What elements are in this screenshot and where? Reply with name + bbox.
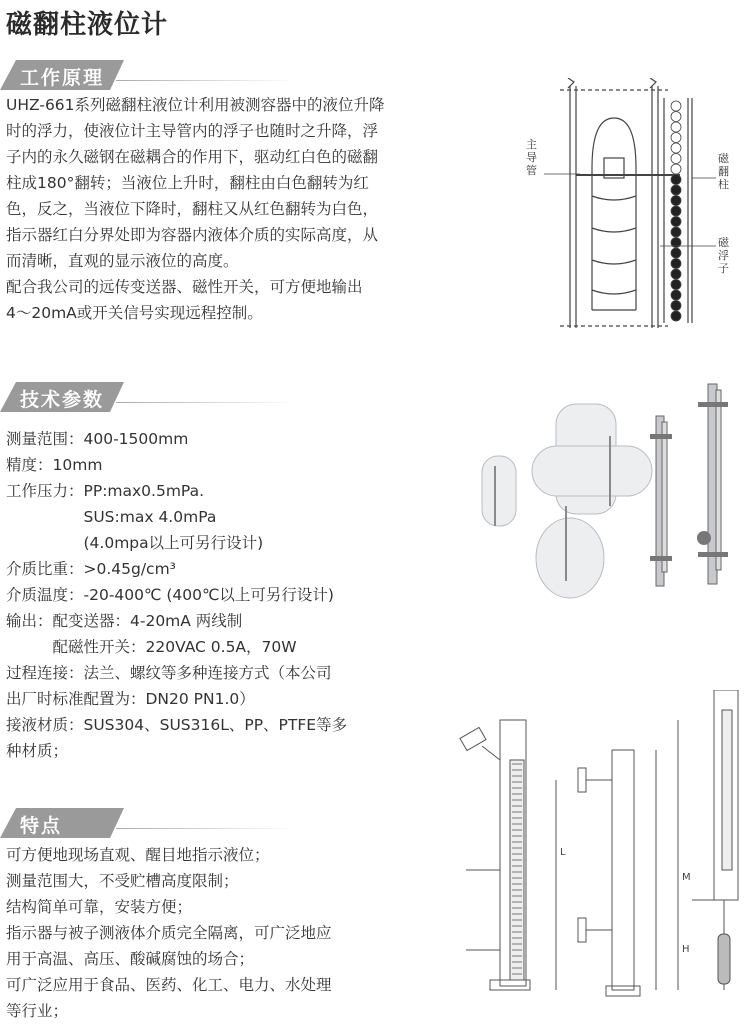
label-float: 磁浮子 <box>718 236 729 275</box>
flip-ball <box>671 206 681 216</box>
feature-line: 等行业； <box>6 1002 69 1020</box>
flip-ball <box>671 175 681 185</box>
spec-row: 测量范围：400-1500mm <box>6 430 189 448</box>
spec-row: SUS:max 4.0mPa <box>6 508 217 526</box>
section-banner-features <box>0 808 300 838</box>
flip-ball <box>671 227 681 237</box>
section-heading: 技术参数 <box>20 389 105 411</box>
flip-ball <box>671 164 681 174</box>
section-banner-specs <box>0 382 300 412</box>
principle-line: 指示器红白分界处即为容器内液体介质的实际高度，从 <box>6 226 379 244</box>
spec-row: 介质温度：-20-400℃ (400℃以上可另行设计) <box>6 586 334 604</box>
flip-ball <box>671 112 681 122</box>
spec-row: 出厂时标准配置为：DN20 PN1.0） <box>6 690 255 708</box>
principle-diagram <box>520 78 748 340</box>
flip-ball <box>671 133 681 143</box>
feature-line: 可广泛应用于食品、医药、化工、电力、水处理 <box>6 976 332 994</box>
principle-line: 时的浮力，使液位计主导管内的浮子也随时之升降，浮 <box>6 122 379 140</box>
feature-line: 用于高温、高压、酸碱腐蚀的场合； <box>6 950 255 968</box>
principle-line: UHZ-661系列磁翻柱液位计利用被测容器中的液位升降 <box>6 96 385 114</box>
feature-line: 可方便地现场直观、醒目地指示液位； <box>6 846 270 864</box>
flip-ball <box>671 269 681 279</box>
label-main-tube: 主导管 <box>526 138 537 177</box>
product-photos <box>470 376 748 606</box>
flip-ball <box>671 248 681 258</box>
flip-ball <box>671 280 681 290</box>
principle-line: 柱成180°翻转；当液位上升时，翻柱由白色翻转为红 <box>6 174 369 192</box>
flip-ball <box>671 101 681 111</box>
feature-line: 结构简单可靠，安装方便； <box>6 898 193 916</box>
spec-row: 配磁性开关：220VAC 0.5A，70W <box>6 638 297 656</box>
spec-row: (4.0mpa以上可另行设计) <box>6 534 264 552</box>
spec-row: 输出：配变送器：4-20mA 两线制 <box>6 612 243 630</box>
dim-label-M: M <box>682 872 691 883</box>
flip-ball <box>671 290 681 300</box>
dim-label-H: H <box>682 944 690 955</box>
feature-line: 指示器与被子测液体介质完全隔离，可广泛地应 <box>6 924 332 942</box>
flip-ball <box>671 154 681 164</box>
flip-ball <box>671 196 681 206</box>
principle-line: 配合我公司的远传变送器、磁性开关，可方便地输出 <box>6 278 363 296</box>
section-heading: 特点 <box>20 815 63 837</box>
principle-line: 色，反之，当液位下降时，翻柱又从红色翻转为白色， <box>6 200 379 218</box>
flip-ball <box>671 185 681 195</box>
principle-text <box>6 92 385 326</box>
dim-label-L: L <box>560 847 566 858</box>
flip-ball <box>671 122 681 132</box>
flip-ball <box>671 143 681 153</box>
principle-line: 4～20mA或开关信号实现远程控制。 <box>6 304 263 322</box>
label-flip-column: 磁翻柱 <box>718 152 729 191</box>
flip-ball <box>671 217 681 227</box>
features-list <box>6 842 332 1024</box>
spec-row: 精度：10mm <box>6 456 103 474</box>
principle-line: 子内的永久磁钢在磁耦合的作用下，驱动红白色的磁翻 <box>6 148 379 166</box>
section-banner-principle <box>0 60 300 90</box>
page-title: 磁翻柱液位计 <box>6 10 169 40</box>
principle-line: 而清晰，直观的显示液位的高度。 <box>6 252 239 270</box>
spec-row: 接液材质：SUS304、SUS316L、PP、PTFE等多 <box>6 716 348 734</box>
flip-ball <box>671 311 681 321</box>
section-heading: 工作原理 <box>20 67 105 89</box>
spec-row: 种材质； <box>6 742 69 760</box>
flip-ball <box>671 259 681 269</box>
spec-row: 工作压力：PP:max0.5mPa. <box>6 482 205 500</box>
flip-ball <box>671 301 681 311</box>
feature-line: 测量范围大，不受贮槽高度限制； <box>6 872 239 890</box>
specs-list <box>6 426 347 764</box>
spec-row: 过程连接：法兰、螺纹等多种连接方式（本公司 <box>6 664 332 682</box>
dimension-drawings <box>446 690 750 1020</box>
spec-row: 介质比重：>0.45g/cm³ <box>6 560 176 578</box>
